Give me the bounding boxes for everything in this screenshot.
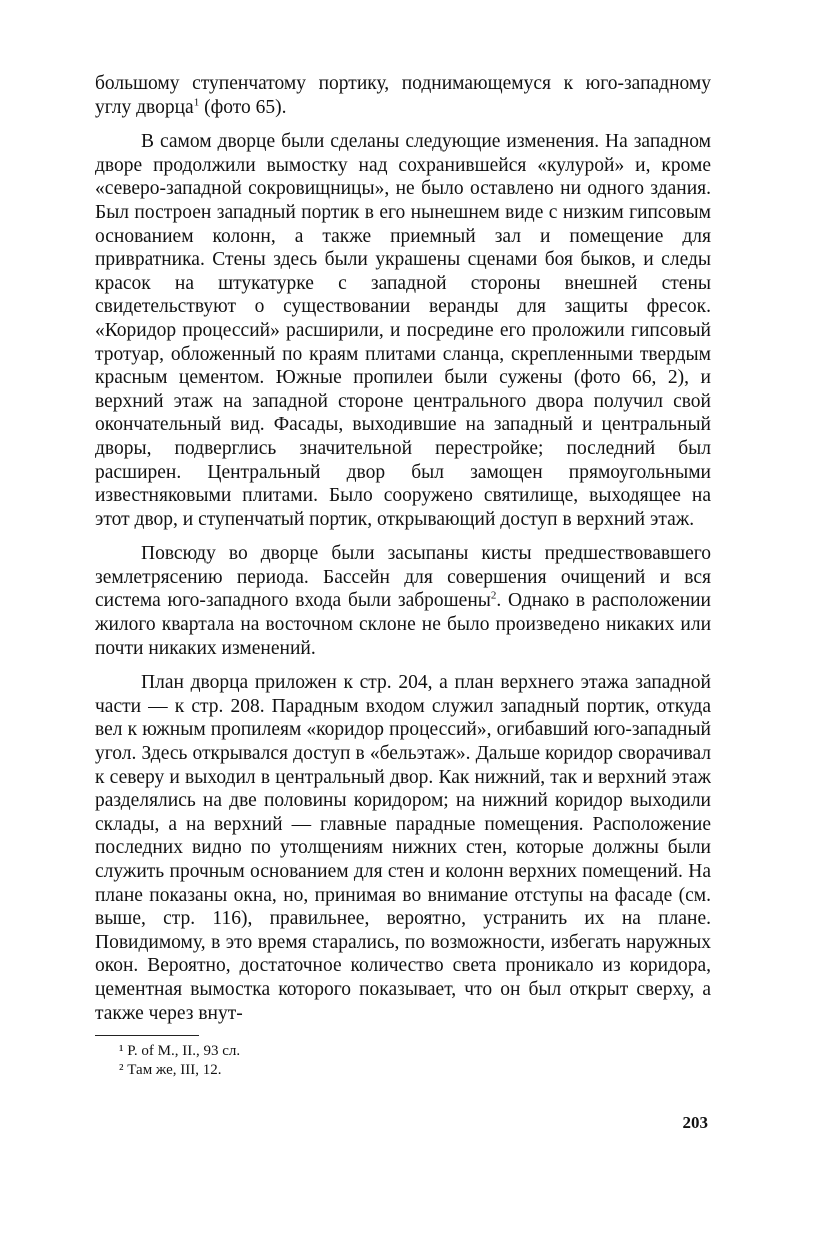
footnote-2: ² Там же, III, 12. bbox=[119, 1062, 222, 1079]
paragraph-palace-changes: В самом дворце были сделаны следующие изменения. На западном дворе продолжили вымостку над сохранившейся «кулурой» и, кроме «северо-западной сокровищницы», не было оставлено ни одного здания. Был построен западный портик в его нынешнем виде с низким гипсовым основанием колонн, а также приемный зал и помещение для привратника. Стены здесь были украшены сценами боя быков, и следы красок на штукатурке с западной стороны внешней стены свидетельствуют о существовании веранды для защиты фресок. «Коридор процессий» расширили, и посредине его проложили гипсовый тротуар, обложенный по краям плитами сланца, скрепленными твердым красным цементом. Южные пропилеи были сужены (фото 66, 2), и верхний этаж на западной стороне центрального двора получил свой окончательный вид. Фасады, выходившие на западный и центральный дворы, подверглись значительной перестройке; последний был расширен. Центральный двор был замощен прямоугольными известняковыми плитами. Было сооружено святилище, выходящее на этот двор, и ступенчатый портик, открывающий доступ в верхний этаж. bbox=[95, 131, 711, 530]
paragraph-tail: . Однако в расположении жилого квартала на восточном склоне не было произведено никаких или почти никаких изменений. bbox=[95, 590, 711, 659]
book-page bbox=[95, 72, 711, 1080]
footnotes bbox=[95, 1042, 711, 1080]
footnote-ref-1: 1 bbox=[193, 96, 200, 109]
footnote-1: ¹ P. of M., II., 93 сл. bbox=[119, 1043, 241, 1060]
paragraph-palace-plan: План дворца приложен к стр. 204, а план верхнего этажа западной части — к стр. 208. Парадным входом служил западный портик, откуда вел к южным пропилеям «коридор процессий», огибавший юго-западный угол. Здесь открывался доступ в «бельэтаж». Дальше коридор сворачивал к северу и выходил в центральный двор. Как нижний, так и верхний этаж разделялись на две половины коридором; на нижний коридор выходили склады, а на верхний — главные парадные помещения. Расположение последних видно по утолщениям нижних стен, которые должны были служить прочным основанием для стен и колонн верхних помещений. На плане показаны окна, но, принимая во внимание отступы на фасаде (см. выше, стр. 116), правильнее, вероятно, устранить их на плане. Повидимому, в это время старались, по возможности, избегать наружных окон. Вероятно, достаточное количество света проникало из коридора, цементная вымостка которого показывает, что он был открыт сверху, а также через внут- bbox=[95, 672, 711, 1024]
footnote-ref-2: 2 bbox=[490, 589, 497, 602]
paragraph-continued bbox=[95, 72, 711, 119]
page-number: 203 bbox=[682, 1113, 708, 1132]
paragraph-text: большому ступенчатому портику, поднимающемуся к юго-западному углу дворца bbox=[95, 73, 711, 118]
paragraph-tail: (фото 65). bbox=[199, 96, 287, 118]
paragraph-earthquake bbox=[95, 542, 711, 660]
paragraph-text: Повсюду во дворце были засыпаны кисты предшествовавшего землетрясению периода. Бассейн для совершения очищений и вся система юго-западного входа были заброшены bbox=[95, 543, 711, 612]
footnote-divider bbox=[95, 1035, 199, 1036]
